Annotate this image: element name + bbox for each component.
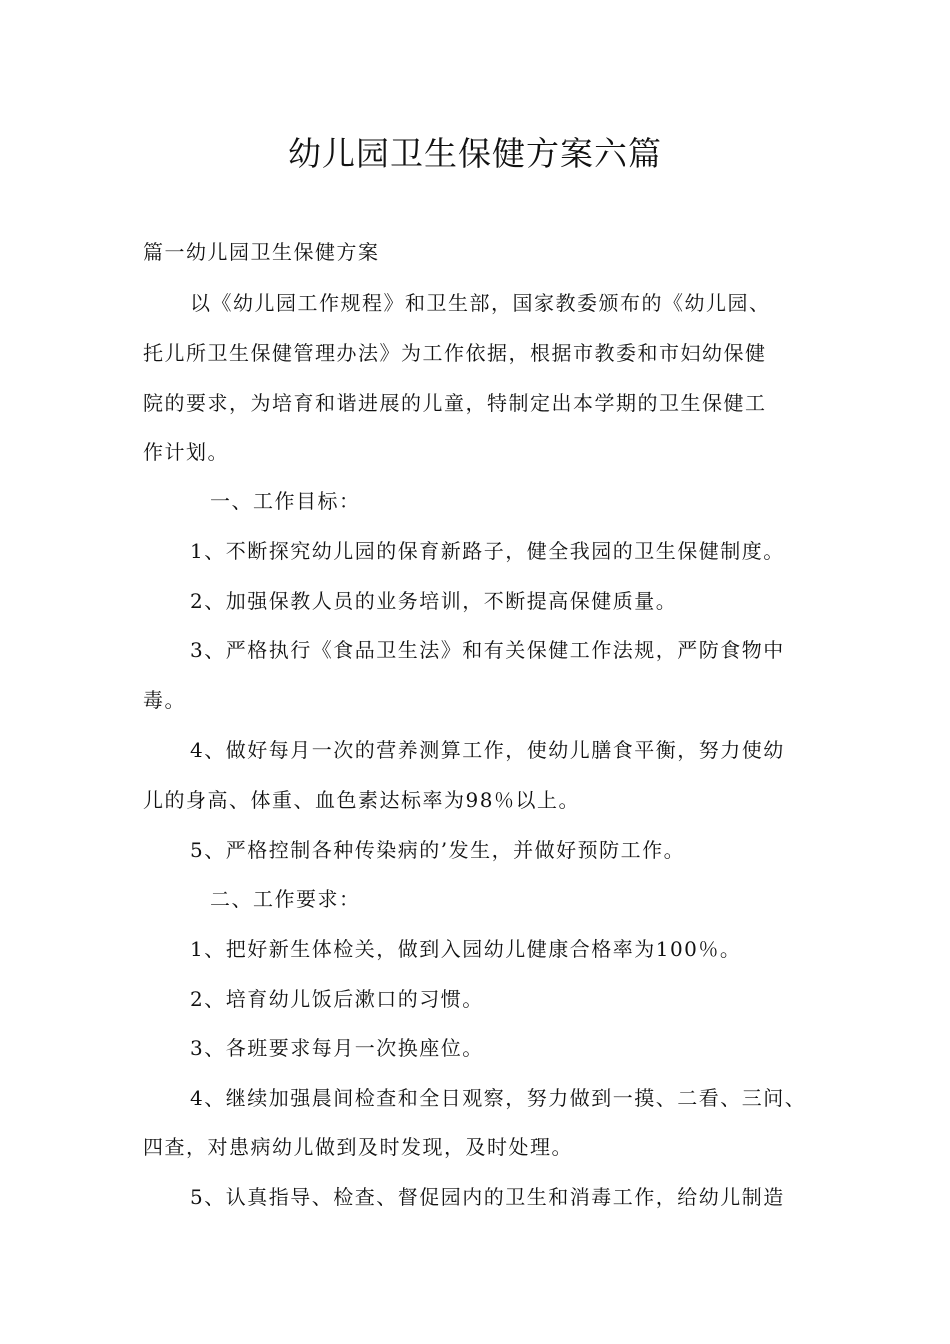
list-item: 5、认真指导、检查、督促园内的卫生和消毒工作，给幼儿制造 [190, 1185, 785, 1209]
paragraph-line: 作计划。 [143, 440, 229, 464]
list-item-continuation: 儿的身高、体重、血色素达标率为98％以上。 [143, 788, 580, 812]
list-item: 2、培育幼儿饭后漱口的习惯。 [190, 987, 484, 1011]
section-heading: 篇一幼儿园卫生保健方案 [143, 240, 380, 264]
list-item: 3、严格执行《食品卫生法》和有关保健工作法规，严防食物中 [190, 638, 785, 662]
list-item: 1、把好新生体检关，做到入园幼儿健康合格率为100％。 [190, 937, 742, 961]
document-title: 幼儿园卫生保健方案六篇 [288, 134, 662, 173]
list-item: 1、不断探究幼儿园的保育新路子，健全我园的卫生保健制度。 [190, 539, 785, 563]
subsection-heading: 一、工作目标： [210, 489, 361, 513]
list-item: 5、严格控制各种传染病的’发生，并做好预防工作。 [190, 838, 686, 862]
list-item: 3、各班要求每月一次换座位。 [190, 1036, 484, 1060]
list-item: 4、继续加强晨间检查和全日观察，努力做到一摸、二看、三问、 [190, 1086, 807, 1110]
list-item-continuation: 四查，对患病幼儿做到及时发现，及时处理。 [143, 1135, 573, 1159]
subsection-heading: 二、工作要求： [210, 887, 361, 911]
paragraph-line: 院的要求，为培育和谐进展的儿童，特制定出本学期的卫生保健工 [143, 391, 767, 415]
list-item-continuation: 毒。 [143, 688, 186, 712]
list-item: 4、做好每月一次的营养测算工作，使幼儿膳食平衡，努力使幼 [190, 738, 785, 762]
list-item: 2、加强保教人员的业务培训，不断提高保健质量。 [190, 589, 678, 613]
paragraph-line: 托儿所卫生保健管理办法》为工作依据，根据市教委和市妇幼保健 [143, 341, 767, 365]
paragraph-line: 以《幼儿园工作规程》和卫生部，国家教委颁布的《幼儿园、 [190, 291, 771, 315]
